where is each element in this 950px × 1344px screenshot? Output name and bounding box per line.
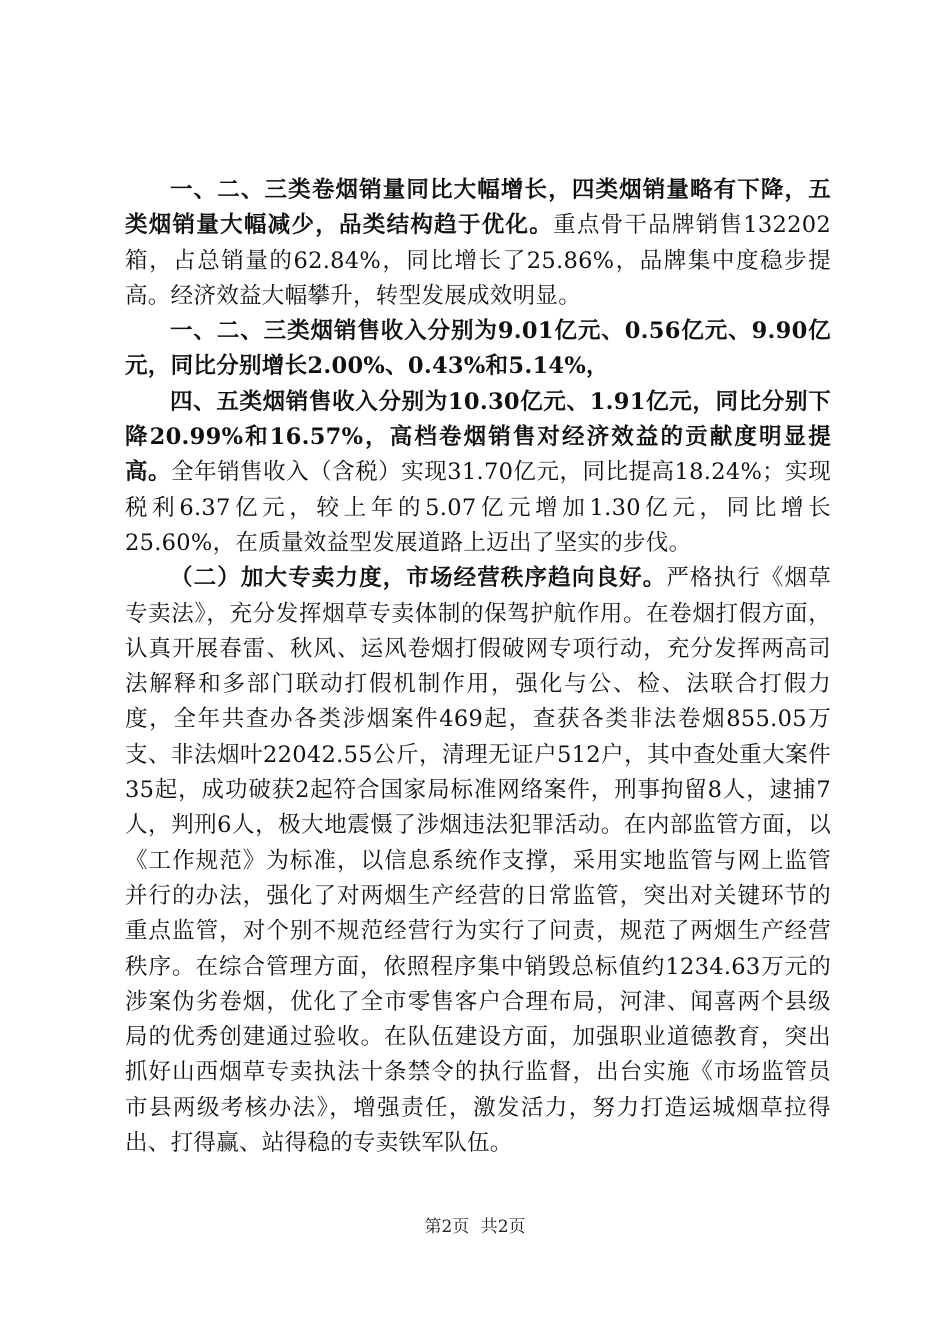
paragraph-text: 严格执行《烟草专卖法》，充分发挥烟草专卖体制的保驾护航作用。在卷烟打假方面，认真开展春雷、秋风、运风卷烟打假破网专项行动，充分发挥两高司法解释和多部门联动打假机制作用，强化与公、检、法联合打假力度，全年共查办各类涉烟案件469起，查获各类非法卷烟855.05万支、非法烟叶22042.55公斤，清理无证户512户，其中查处重大案件35起，成功破获2起符合国家局标准网络案件，刑事拘留8人，逮捕7人，判刑6人，极大地震慑了涉烟违法犯罪活动。在内部监管方面，以《工作规范》为标准，以信息系统作支撑，采用实地监管与网上监管并行的办法，强化了对两烟生产经营的日常监管，突出对关键环节的重点监管，对个别不规范经营行为实行了问责，规范了两烟生产经营秩序。在综合管理方面，依照程序集中销毁总标值约1234.63万元的涉案伪劣卷烟，优化了全市零售客户合理布局，河津、闻喜两个县级局的优秀创建通过验收。在队伍建设方面，加强职业道德教育，突出抓好山西烟草专卖执法十条禁令的执行监督，出台实施《市场监管员市县两级考核办法》，增强责任，激发活力，努力打造运城烟草拉得出、打得赢、站得稳的专卖铁军队伍。 [125,565,831,1157]
paragraph-lead: （二）加大专卖力度，市场经营秩序趋向良好。 [170,565,667,592]
paragraph-lead: 四、五类烟销售收入分别为10.30亿元、1.91亿元，同比分别下降20.99%和16.57%，高档卷烟销售对经济效益的贡献度明显提高。 [125,388,831,486]
document-body [125,173,831,1161]
paragraph-category-sales [125,173,831,314]
page-total: 共2页 [480,1217,526,1237]
page-number: 第2页 [424,1217,470,1237]
paragraph-class123-revenue [125,314,831,385]
paragraph-lead: 一、二、三类烟销售收入分别为9.01亿元、0.56亿元、9.90亿元，同比分别增长2.00%、0.43%和5.14%， [125,318,831,380]
page-footer [0,1215,950,1239]
paragraph-monopoly-enforcement [125,561,831,1161]
paragraph-text: 重点骨干品牌销售132202箱，占总销量的62.84%，同比增长了25.86%，品牌集中度稳步提高。经济效益大幅攀升，转型发展成效明显。 [125,212,832,309]
paragraph-lead: 一、二、三类卷烟销量同比大幅增长，四类烟销量略有下降，五类烟销量大幅减少，品类结构趋于优化。 [125,177,831,239]
paragraph-text: 全年销售收入（含税）实现31.70亿元，同比提高18.24%；实现税利6.37亿元，较上年的5.07亿元增加1.30亿元，同比增长25.60%，在质量效益型发展道路上迈出了坚实的步伐。 [125,459,831,556]
paragraph-class45-revenue [125,385,831,561]
